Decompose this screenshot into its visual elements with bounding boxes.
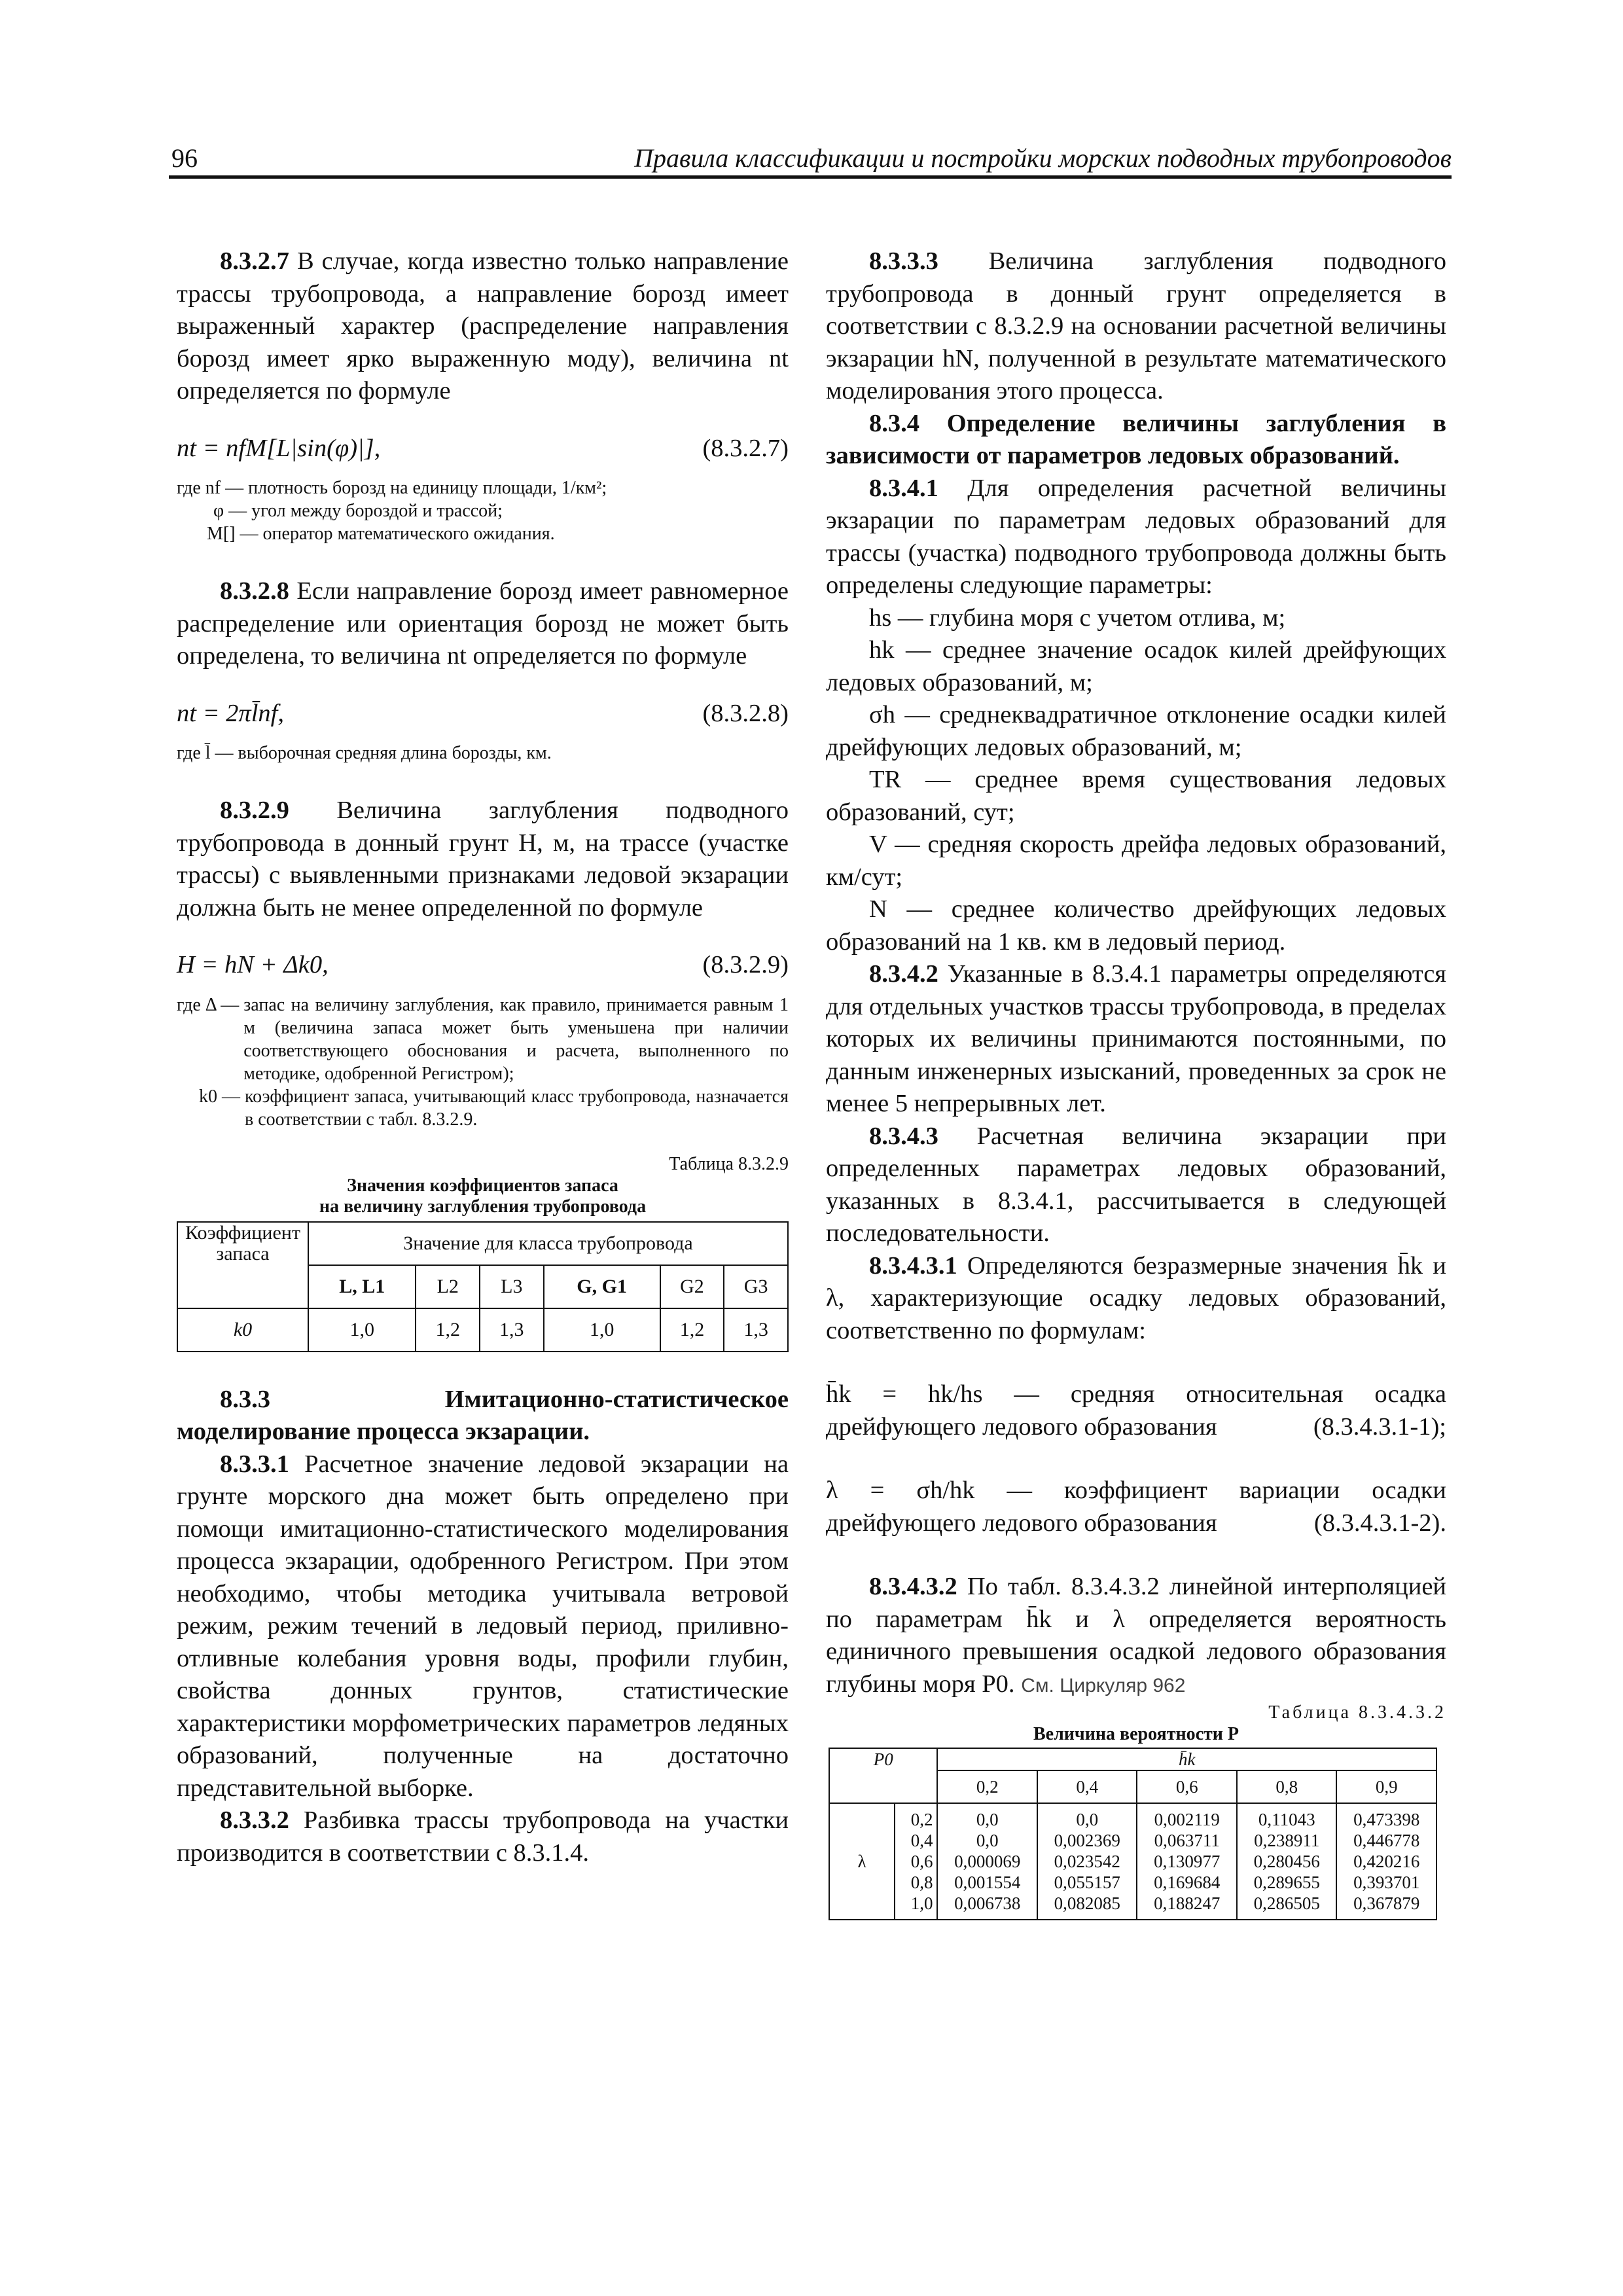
notes-8-3-2-9: где Δ — запас на величину заглубления, как правило, принимается равным 1 м (величина запаса может быть уменьшена при наличии соответствующего обоснования и расчета, выполненного по методике, одобренной Регистром); k0 — коэффициент запаса, учитывающий класс трубопровода, назначается в соответствии с табл. 8.3.2.9. [177, 994, 789, 1130]
table-group-header: Значение для класса трубопровода [308, 1222, 788, 1265]
param-hs: hs — глубина моря с учетом отлива, м; [869, 603, 1286, 632]
paragraph-8-3-4-2: 8.3.4.2 Указанные в 8.3.4.1 параметры определяются для отдельных участков трассы трубопровода, в пределах которых их величины принимаются постоянными, по данным инженерных изысканий, проведенных за срок не менее 5 непрерывных лет. [826, 960, 1447, 1117]
table-8-3-2-9 [177, 1221, 789, 1352]
paragraph-8-3-4: 8.3.4 Определение величины заглубления в зависимости от параметров ледовых образований. [826, 409, 1446, 469]
table-title-8-3-4-3-2: Величина вероятности P [1033, 1724, 1240, 1744]
param-v: V — средняя скорость дрейфа ледовых образований, км/сут; [826, 831, 1446, 891]
page-number: 96 [171, 143, 198, 173]
paragraph-8-3-2-7: 8.3.2.7 В случае, когда известно только направление трассы трубопровода, а направление борозд имеет выраженный характер (распределение направления борозд имеет ярко выраженную моду), величина nt определяется по формуле [177, 247, 789, 404]
table-caption-8-3-2-9: Таблица 8.3.2.9 [669, 1153, 789, 1174]
formula-8-3-4-3-1-1: h̄k = hk/hs — средняя относительная осадка дрейфующего ледового образования (8.3.4.3.1-1); [826, 1380, 1446, 1441]
notes-8-3-2-8: где l̄ — выборочная средняя длина борозды, км. [177, 743, 552, 763]
param-hk: hk — среднее значение осадок килей дрейфующих ледовых образований, м; [826, 636, 1446, 696]
notes-8-3-2-7: где nf — плотность борозд на единицу площади, 1/км²; φ — угол между бороздой и трассой; M[] — оператор математического ожидания. [177, 478, 607, 544]
param-sigma-h: σh — среднеквадратичное отклонение осадки килей дрейфующих ледовых образований, м; [826, 701, 1446, 761]
paragraph-8-3-2-8: 8.3.2.8 Если направление борозд имеет равномерное распределение или ориентация борозд не может быть определена, то величина nt определяется по формуле [177, 577, 789, 670]
paragraph-8-3-3-3: 8.3.3.3 Величина заглубления подводного трубопровода в донный грунт определяется в соответствии с 8.3.2.9 на основании расчетной величины экзарации hN, полученной в результате математического моделирования этого процесса. [826, 247, 1447, 404]
paragraph-8-3-3: 8.3.3 Имитационно-статистическое моделирование процесса экзарации. [177, 1385, 789, 1445]
table-row: L, L1 L2 L3 G, G1 G2 G3 [177, 1265, 788, 1308]
paragraph-8-3-3-2: 8.3.3.2 Разбивка трассы трубопровода на участки производится в соответствии с 8.3.1.4. [177, 1806, 789, 1867]
left-column [177, 245, 789, 1869]
paragraph-8-3-3-1: 8.3.3.1 Расчетное значение ледовой экзарации на грунте морского дна может быть определено при помощи имитационно-статистического моделирования процесса экзарации, одобренного Регистром. При этом необходимо, чтобы методика учитывала ветровой режим, режим течений в ледовый период, приливно-отливные колебания уровня воды, профили глубин, свойства донных грунтов, статистические характеристики морфометрических параметров ледяных образований, полученные на достаточно представительной выборке. [177, 1450, 789, 1802]
table-row-header: Коэффициент запаса [177, 1222, 308, 1308]
paragraph-8-3-2-9: 8.3.2.9 Величина заглубления подводного трубопровода в донный грунт H, м, на трассе (участке трассы) с выявленными признаками ледовой экзарации должна быть не менее определенной по формуле [177, 797, 789, 922]
running-header-title: Правила классификации и постройки морских подводных трубопроводов [634, 143, 1452, 173]
table-row: 0,2 0,4 0,6 0,8 0,9 [829, 1770, 1436, 1803]
formula-8-3-2-9: H = hN + Δk0, (8.3.2.9) [177, 951, 789, 978]
formula-8-3-2-7: nt = nfM[L|sin(φ)|], (8.3.2.7) [177, 434, 789, 462]
header-rule [169, 175, 1452, 179]
param-n: N — среднее количество дрейфующих ледовых образований на 1 кв. км в ледовый период. [826, 895, 1446, 956]
table-8-3-4-3-2: P0 h̄k 0,2 0,4 0,6 0,8 0,9 λ 0,2 0,4 0,6 0,8 1,0 0,0 0,0 0,000069 0,001554 0,006738 0,0 0,002369 0,023542 0,055157 0,082085 0,002119 0,063711 0,130977 0,169684 0,188247 0,11043 0,238911 0,280456 0,289655 0,286505 0,473398 0,446778 0,420216 0,393701 0,367879 [829, 1748, 1437, 1920]
paragraph-8-3-4-3-2: 8.3.4.3.2 По табл. 8.3.4.3.2 линейной интерполяцией по параметрам h̄k и λ определяется вероятность единичного превышения осадкой ледового образования глубины моря P0. См. Циркуляр 962 [826, 1573, 1447, 1698]
table-title-8-3-2-9: Значения коэффициентов запаса на величину заглубления трубопровода [319, 1175, 647, 1217]
param-tr: TR — среднее время существования ледовых образований, сут; [826, 766, 1446, 826]
formula-8-3-4-3-1-2: λ = σh/hk — коэффициент вариации осадки дрейфующего ледового образования (8.3.4.3.1-2). [826, 1477, 1446, 1537]
table-caption-8-3-4-3-2: Таблица 8.3.4.3.2 [1268, 1702, 1446, 1723]
paragraph-8-3-4-3-1: 8.3.4.3.1 Определяются безразмерные значения h̄k и λ, характеризующие осадку ледовых образований, соответственно по формулам: [826, 1251, 1447, 1344]
table-row: λ 0,2 0,4 0,6 0,8 1,0 0,0 0,0 0,000069 0,001554 0,006738 0,0 0,002369 0,023542 0,055157 0,082085 0,002119 0,063711 0,130977 0,169684 0,188247 0,11043 0,238911 0,280456 0,289655 0,286505 0,473398 0,446778 0,420216 0,393701 0,367879 [829, 1803, 1436, 1920]
paragraph-8-3-4-3: 8.3.4.3 Расчетная величина экзарации при определенных параметрах ледовых образований, указанных в 8.3.4.1, рассчитывается в следующей последовательности. [826, 1122, 1446, 1247]
formula-8-3-2-8: nt = 2πl̄nf, (8.3.2.8) [177, 699, 789, 727]
table-row: k0 1,0 1,2 1,3 1,0 1,2 1,3 [177, 1308, 788, 1352]
circular-note: См. Циркуляр 962 [1021, 1674, 1186, 1696]
right-column [826, 245, 1446, 1920]
paragraph-8-3-4-1: 8.3.4.1 Для определения расчетной величины экзарации по параметрам ледовых образований для трассы (участка) подводного трубопровода должны быть определены следующие параметры: [826, 474, 1446, 599]
